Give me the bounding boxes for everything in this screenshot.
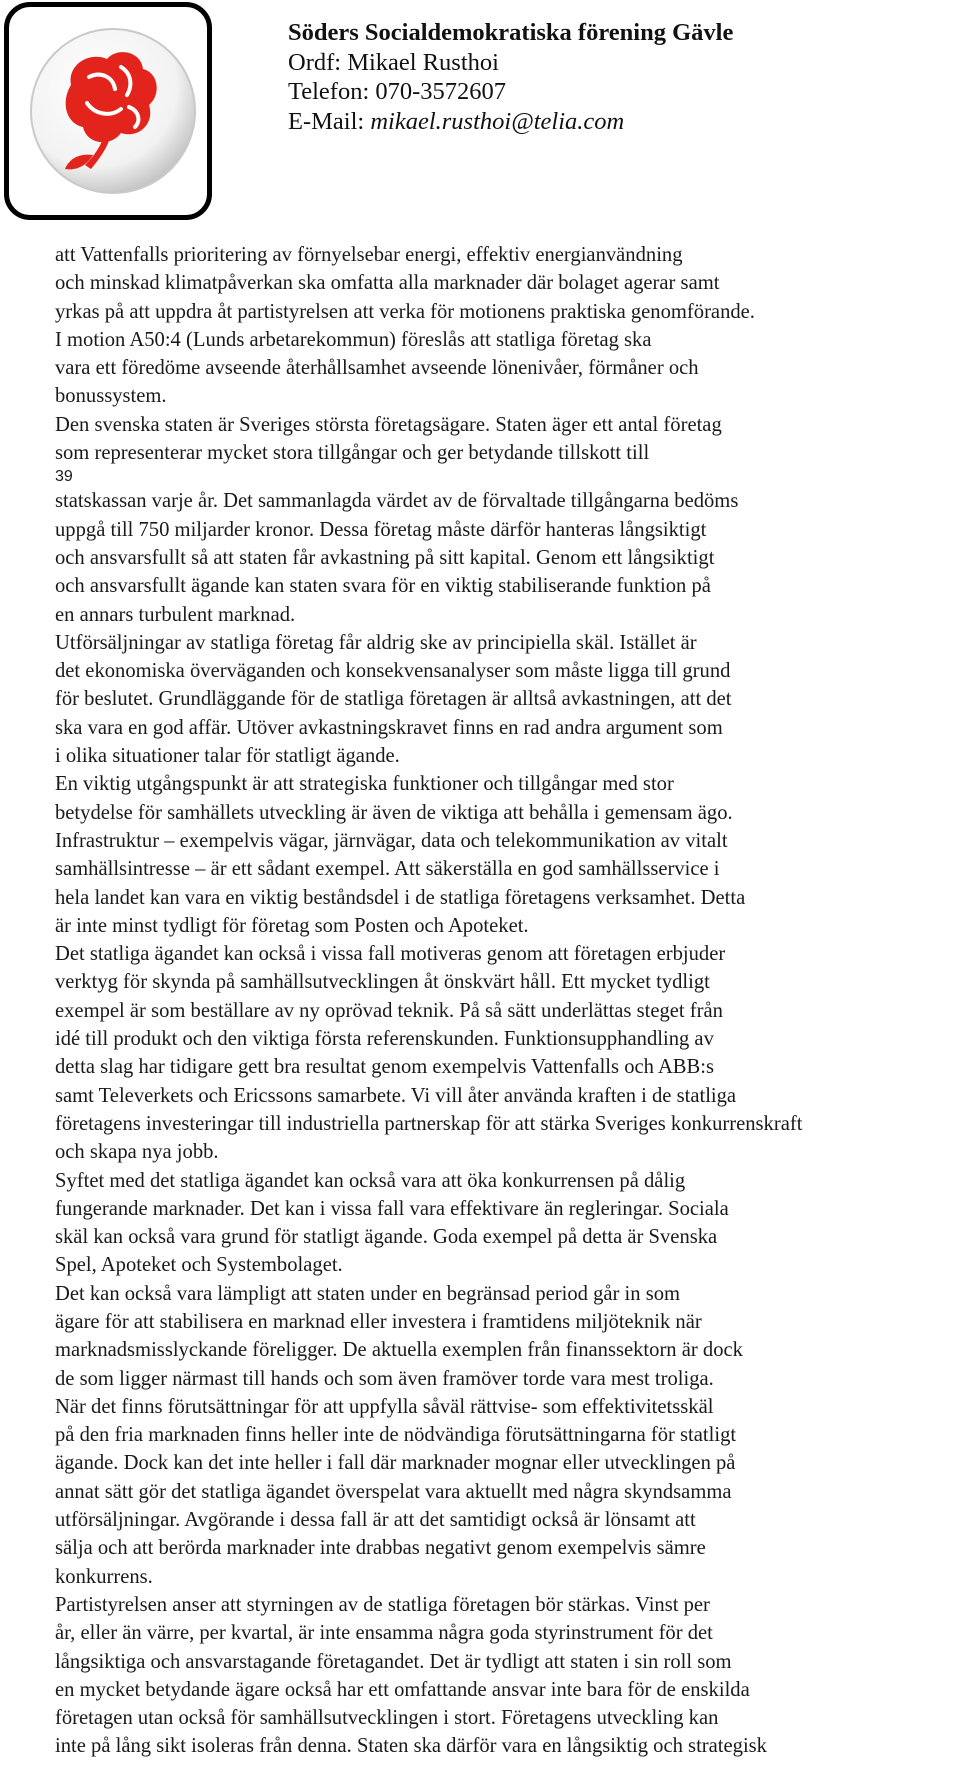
text-line: det ekonomiska överväganden och konsekvensanalyser som måste ligga till grund xyxy=(55,660,731,683)
logo-frame xyxy=(4,2,212,220)
text-line: ska vara en god affär. Utöver avkastningskravet finns en rad andra argument som xyxy=(55,716,723,739)
text-line: ägande. Dock kan det inte heller i fall där marknader mognar eller utvecklingen på xyxy=(55,1452,736,1475)
text-line: Det kan också vara lämpligt att staten under en begränsad period går in som xyxy=(55,1282,681,1305)
text-line: En viktig utgångspunkt är att strategiska funktioner och tillgångar med stor xyxy=(55,773,674,796)
text-line: och skapa nya jobb. xyxy=(55,1141,219,1164)
text-line: idé till produkt och den viktiga första referenskunden. Funktionsupphandling av xyxy=(55,1028,714,1051)
text-line: och minskad klimatpåverkan ska omfatta alla marknader där bolaget agerar samt xyxy=(55,272,720,295)
text-line: verktyg för skynda på samhällsutvecklingen åt önskvärt håll. Ett mycket tydligt xyxy=(55,971,710,994)
text-line: utförsäljningar. Avgörande i dessa fall är att det samtidigt också är lönsamt att xyxy=(55,1509,696,1532)
letterhead xyxy=(288,18,948,136)
text-line: är inte minst tydligt för företag som Posten och Apoteket. xyxy=(55,914,529,937)
text-line: Spel, Apoteket och Systembolaget. xyxy=(55,1254,343,1277)
text-line: och ansvarsfullt så att staten får avkastning på sitt kapital. Genom ett långsiktigt xyxy=(55,546,715,569)
text-line: Syftet med det statliga ägandet kan också vara att öka konkurrensen på dålig xyxy=(55,1169,686,1192)
text-line: sälja och att berörda marknader inte drabbas negativt genom exempelvis sämre xyxy=(55,1537,706,1560)
page-number: 39 xyxy=(55,468,73,486)
email-label: E-Mail: xyxy=(288,107,371,135)
text-line: Infrastruktur – exempelvis vägar, järnvägar, data och telekommunikation av vitalt xyxy=(55,829,728,852)
text-line: inte på lång sikt isoleras från denna. Staten ska därför vara en långsiktig och strategisk xyxy=(55,1735,767,1758)
text-line: för beslutet. Grundläggande för de statliga företagen är alltså avkastningen, att det xyxy=(55,688,732,711)
text-line: bonussystem. xyxy=(55,385,167,408)
text-line: en mycket betydande ägare också har ett omfattande ansvar inte bara för de enskilda xyxy=(55,1678,750,1701)
text-line: annat sätt gör det statliga ägandet överspelat vara aktuellt med några skyndsamma xyxy=(55,1480,732,1503)
text-line: Det statliga ägandet kan också i vissa fall motiveras genom att företagen erbjuder xyxy=(55,943,726,966)
text-line: konkurrens. xyxy=(55,1565,153,1588)
text-line: samt Televerkets och Ericssons samarbete. Vi vill åter använda kraften i de statliga xyxy=(55,1084,737,1107)
text-line: år, eller än värre, per kvartal, är inte ensamma några goda styrinstrument för det xyxy=(55,1622,713,1645)
text-line: ägare för att stabilisera en marknad eller investera i framtidens miljöteknik när xyxy=(55,1310,702,1333)
text-line: som representerar mycket stora tillgångar och ger betydande tillskott till xyxy=(55,442,650,465)
text-line: Utförsäljningar av statliga företag får aldrig ske av principiella skäl. Istället är xyxy=(55,631,697,654)
text-line: och ansvarsfullt ägande kan staten svara för en viktig stabiliserande funktion på xyxy=(55,575,711,598)
body-lines-before xyxy=(55,241,960,467)
text-line: Partistyrelsen anser att styrningen av de statliga företagen bör stärkas. Vinst per xyxy=(55,1593,710,1616)
text-line: på den fria marknaden finns heller inte de nödvändiga förutsättningarna för statligt xyxy=(55,1424,737,1447)
text-line: exempel är som beställare av ny oprövad teknik. På så sätt underlättas steget från xyxy=(55,999,723,1022)
organization-name: Söders Socialdemokratiska förening Gävle xyxy=(288,19,734,46)
text-line: uppgå till 750 miljarder kronor. Dessa företag måste därför hanteras långsiktigt xyxy=(55,518,707,541)
text-line: en annars turbulent marknad. xyxy=(55,603,296,626)
text-line: skäl kan också vara grund för statligt ägande. Goda exempel på detta är Svenska xyxy=(55,1226,718,1249)
body-lines-after xyxy=(55,487,960,1760)
text-line: samhällsintresse – är ett sådant exempel. Att säkerställa en god samhällsservice i xyxy=(55,858,720,881)
text-line: långsiktiga och ansvarstagande företagandet. Det är tydligt att staten i sin roll som xyxy=(55,1650,732,1673)
chair-line: Ordf: Mikael Rusthoi xyxy=(288,48,499,76)
text-line: I motion A50:4 (Lunds arbetarekommun) föreslås att statliga företag ska xyxy=(55,328,652,351)
text-line: i olika situationer talar för statligt ägande. xyxy=(55,745,400,768)
text-line: företagens investeringar till industriella partnerskap för att stärka Sveriges konkurrenskraft xyxy=(55,1112,803,1135)
phone-line: Telefon: 070-3572607 xyxy=(288,78,507,105)
text-line: statskassan varje år. Det sammanlagda värdet av de förvaltade tillgångarna bedöms xyxy=(55,490,739,513)
text-line: att Vattenfalls prioritering av förnyelsebar energi, effektiv energianvändning xyxy=(55,244,683,266)
document-body xyxy=(55,241,960,1761)
text-line: yrkas på att uppdra åt partistyrelsen att verka för motionens praktiska genomförande. xyxy=(55,300,755,323)
text-line: När det finns förutsättningar för att uppfylla såväl rättvise- som effektivitetsskäl xyxy=(55,1395,714,1418)
text-line: hela landet kan vara en viktig beståndsdel i de statliga företagens verksamhet. Detta xyxy=(55,886,746,909)
email-line xyxy=(288,107,948,137)
text-line: Den svenska staten är Sveriges största företagsägare. Staten äger ett antal företag xyxy=(55,413,722,436)
red-rose-logo-icon xyxy=(9,7,207,215)
text-line: marknadsmisslyckande föreligger. De aktuella exemplen från finanssektorn är dock xyxy=(55,1339,743,1362)
text-line: detta slag har tidigare gett bra resultat genom exempelvis Vattenfalls och ABB:s xyxy=(55,1056,715,1079)
text-line: betydelse för samhällets utveckling är även de viktiga att behålla i gemensam ägo. xyxy=(55,801,733,824)
text-line: vara ett föredöme avseende återhållsamhet avseende lönenivåer, förmåner och xyxy=(55,357,699,380)
text-line: företagen utan också för samhällsutvecklingen i stort. Företagens utveckling kan xyxy=(55,1707,719,1730)
text-line: de som ligger närmast till hands och som även framöver torde vara mest troliga. xyxy=(55,1367,714,1390)
text-line: fungerande marknader. Det kan i vissa fall vara effektivare än regleringar. Sociala xyxy=(55,1197,729,1220)
email-address: mikael.rusthoi@telia.com xyxy=(370,107,625,135)
